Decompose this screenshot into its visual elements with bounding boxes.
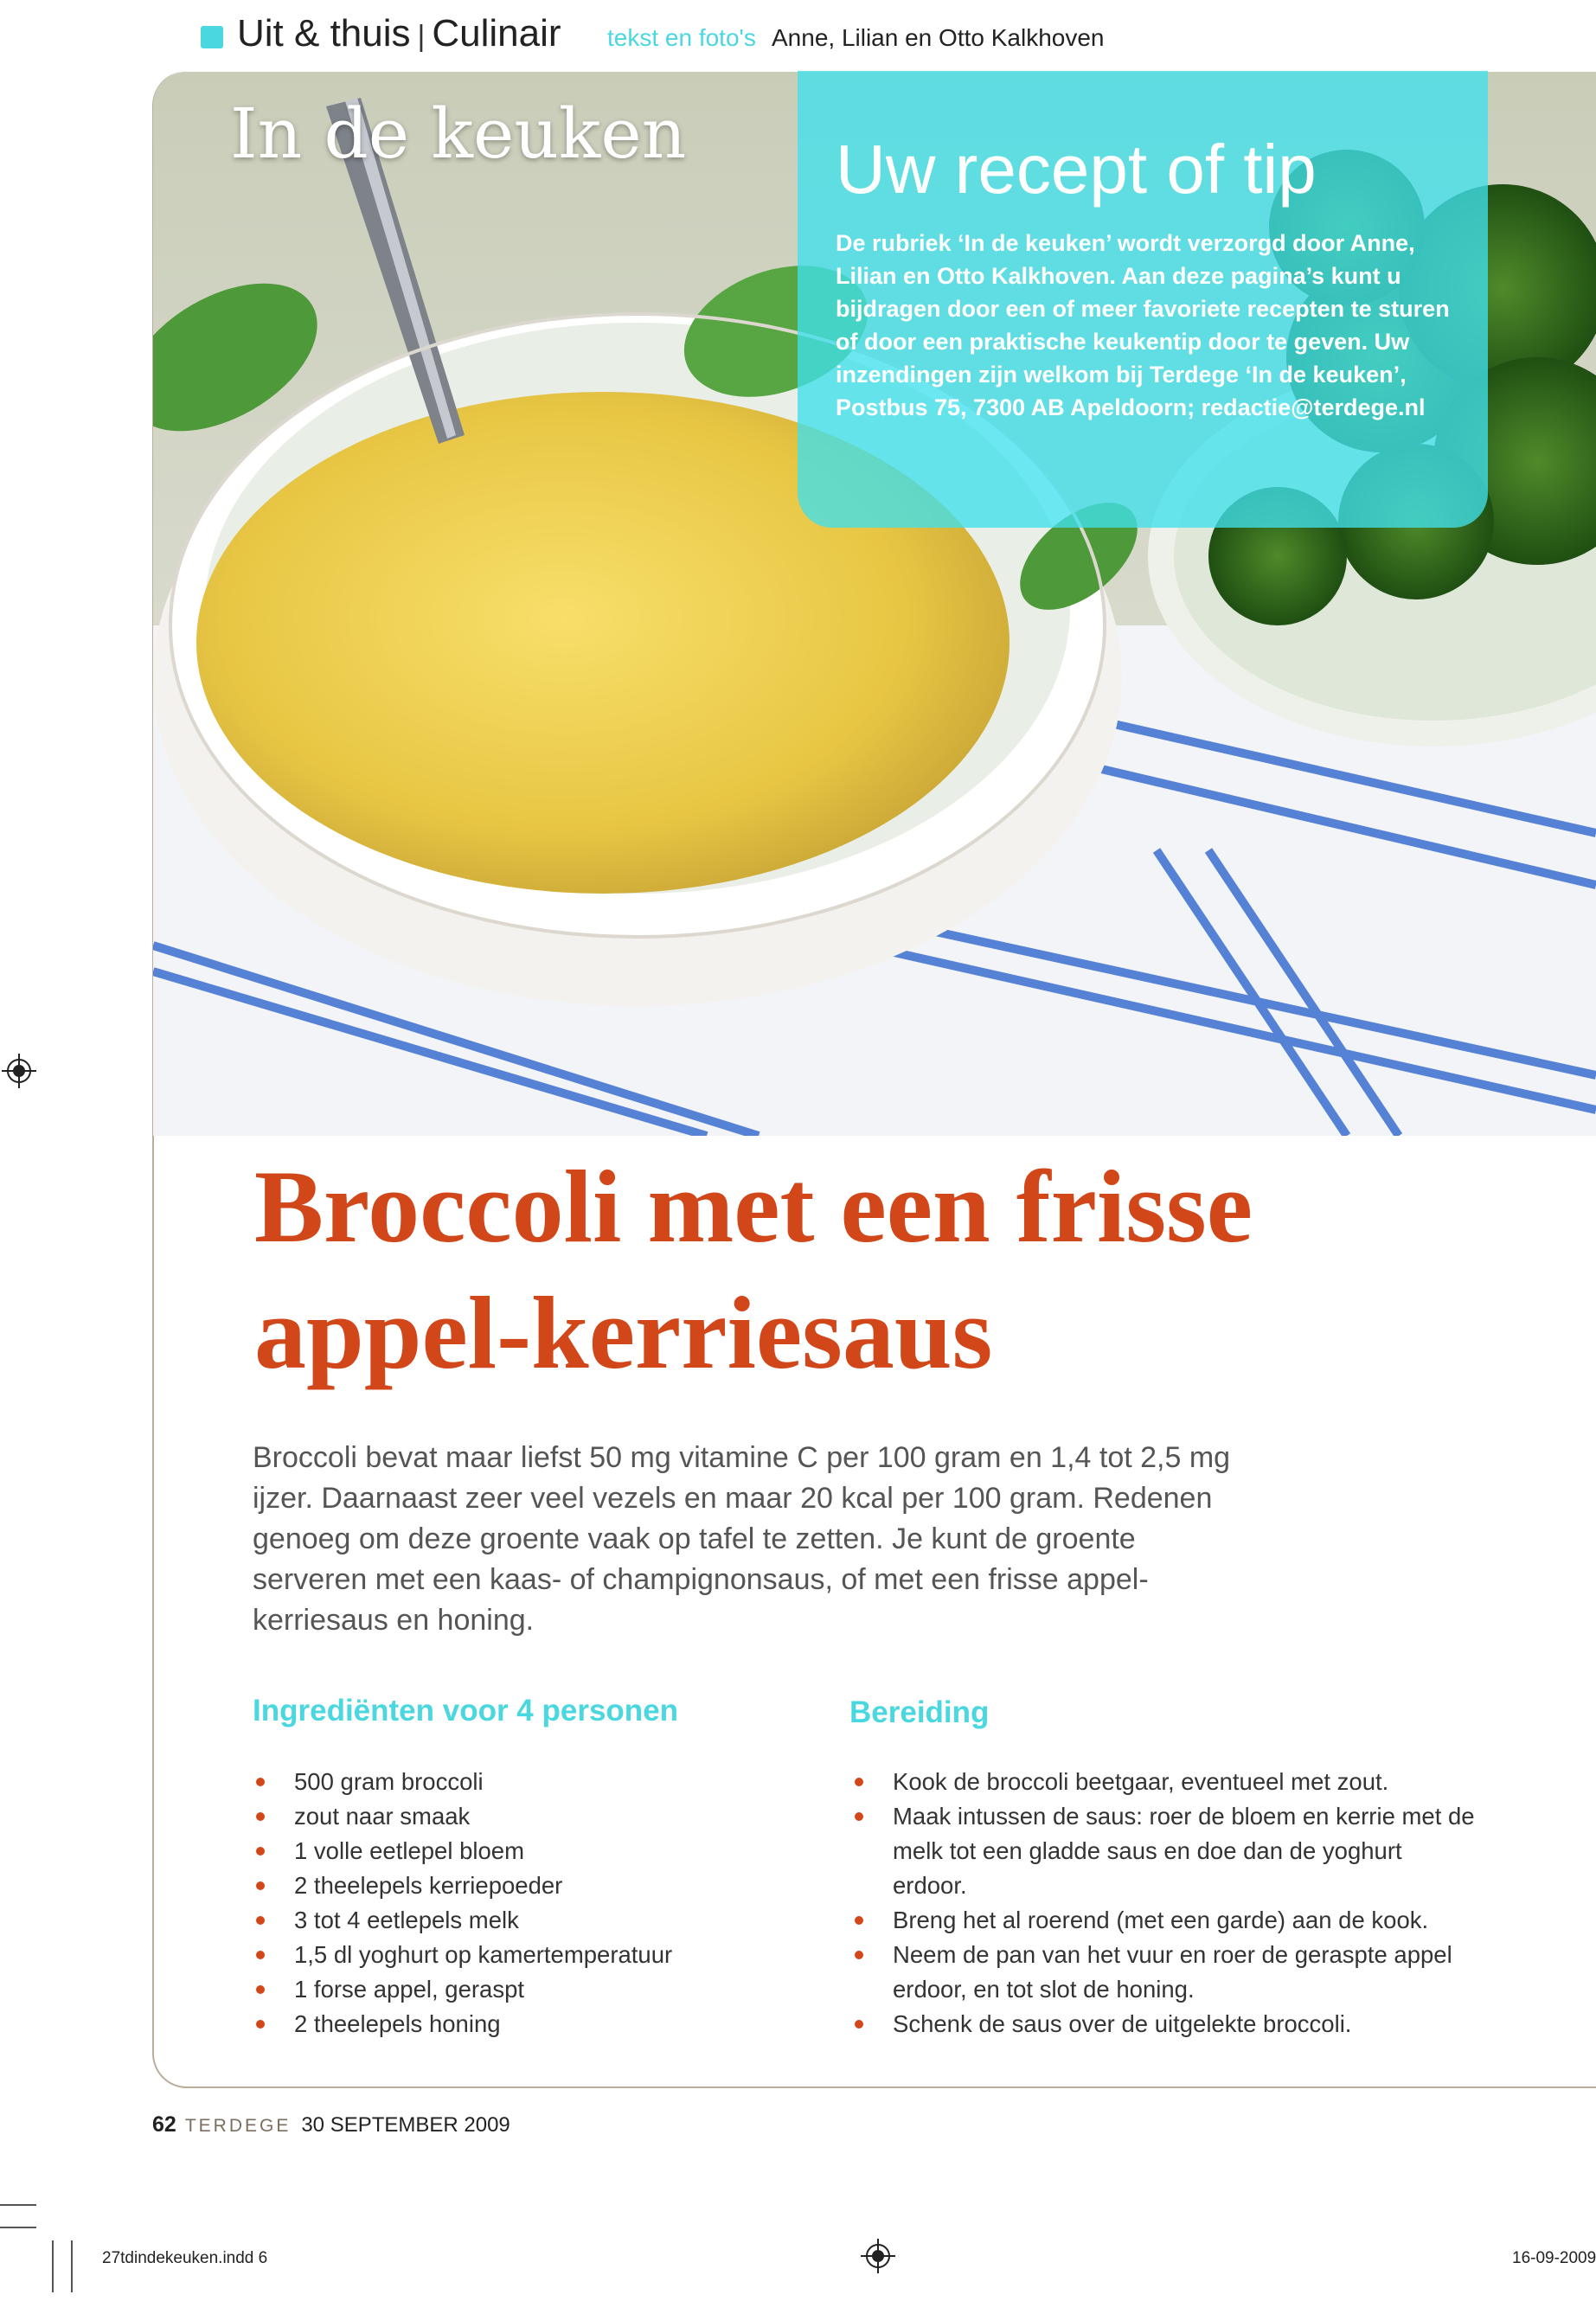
credit-names: Anne, Lilian en Otto Kalkhoven (772, 24, 1105, 51)
slug-filename: 27tdindekeuken.indd 6 (102, 2249, 268, 2267)
article-title-line-2: appel-kerriesaus (254, 1275, 993, 1390)
ingredients-heading: Ingrediënten voor 4 personen (253, 1694, 679, 1727)
method-step: Neem de pan van het vuur en roer de geraspte appel erdoor, en tot slot de honing. (851, 1938, 1479, 2007)
article-title-line-1: Broccoli met een frisse (254, 1149, 1253, 1264)
method-step: Schenk de saus over de uitgelekte broccoli. (851, 2007, 1479, 2041)
crop-mark (0, 2227, 36, 2228)
ingredient-item: 500 gram broccoli (253, 1765, 772, 1799)
subsection-label: Culinair (432, 12, 561, 54)
article-intro: Broccoli bevat maar liefst 50 mg vitamine C per 100 gram en 1,4 tot 2,5 mg ijzer. Daarnaast zeer veel vezels en maar 20 kcal per 100 gram. Redenen genoeg om deze groente vaak op tafel te zetten. Je kunt de groente serveren met een kaas- of champignonsaus, of met een frisse appel-kerriesaus en honing. (253, 1441, 1231, 1637)
method-heading: Bereiding (849, 1695, 990, 1729)
section-kicker: In de keuken (230, 93, 687, 174)
ingredient-item: 2 theelepels kerriepoeder (253, 1868, 772, 1903)
registration-mark-bottom-icon (861, 2239, 895, 2273)
tip-box-title: Uw recept of tip (836, 131, 1317, 208)
magazine-name: TERDEGE (184, 2116, 292, 2136)
page-folio (152, 2112, 510, 2138)
ingredient-item: 1 forse appel, geraspt (253, 1972, 772, 2007)
slug-date: 16-09-2009 (1512, 2249, 1596, 2267)
ingredients-list (253, 1765, 772, 2041)
method-step: Kook de broccoli beetgaar, eventueel met zout. (851, 1765, 1479, 1799)
crop-mark (52, 2240, 54, 2292)
method-step: Maak intussen de saus: roer de bloem en kerrie met de melk tot een gladde saus en doe dan de yoghurt erdoor. (851, 1799, 1479, 1903)
ingredient-item: 1,5 dl yoghurt op kamertemperatuur (253, 1938, 772, 1972)
section-separator: | (417, 20, 426, 53)
crop-mark (71, 2240, 73, 2292)
method-list (851, 1765, 1479, 2041)
credit-label: tekst en foto's (607, 24, 756, 51)
ingredient-item: zout naar smaak (253, 1799, 772, 1834)
ingredient-item: 3 tot 4 eetlepels melk (253, 1903, 772, 1938)
crop-mark (0, 2204, 36, 2206)
ingredient-item: 2 theelepels honing (253, 2007, 772, 2041)
section-marker-square (201, 26, 223, 48)
registration-mark-left-icon (2, 1054, 36, 1088)
tip-box-body: De rubriek ‘In de keuken’ wordt verzorgd door Anne, Lilian en Otto Kalkhoven. Aan deze pagina’s kunt u bijdragen door een of meer favoriete recepten te sturen of door een praktische keukentip door te geven. Uw inzendingen zijn welkom bij Terdege ‘In de keuken’, Postbus 75, 7300 AB Apeldoorn; redactie@terdege.nl (836, 230, 1450, 420)
ingredient-item: 1 volle eetlepel bloem (253, 1834, 772, 1868)
section-header (237, 12, 561, 55)
page-number: 62 (152, 2112, 176, 2137)
method-step: Breng het al roerend (met een garde) aan de kook. (851, 1903, 1479, 1938)
section-label: Uit & thuis (237, 12, 411, 54)
article-title (254, 1144, 1465, 1396)
issue-date: 30 SEPTEMBER 2009 (301, 2113, 510, 2137)
